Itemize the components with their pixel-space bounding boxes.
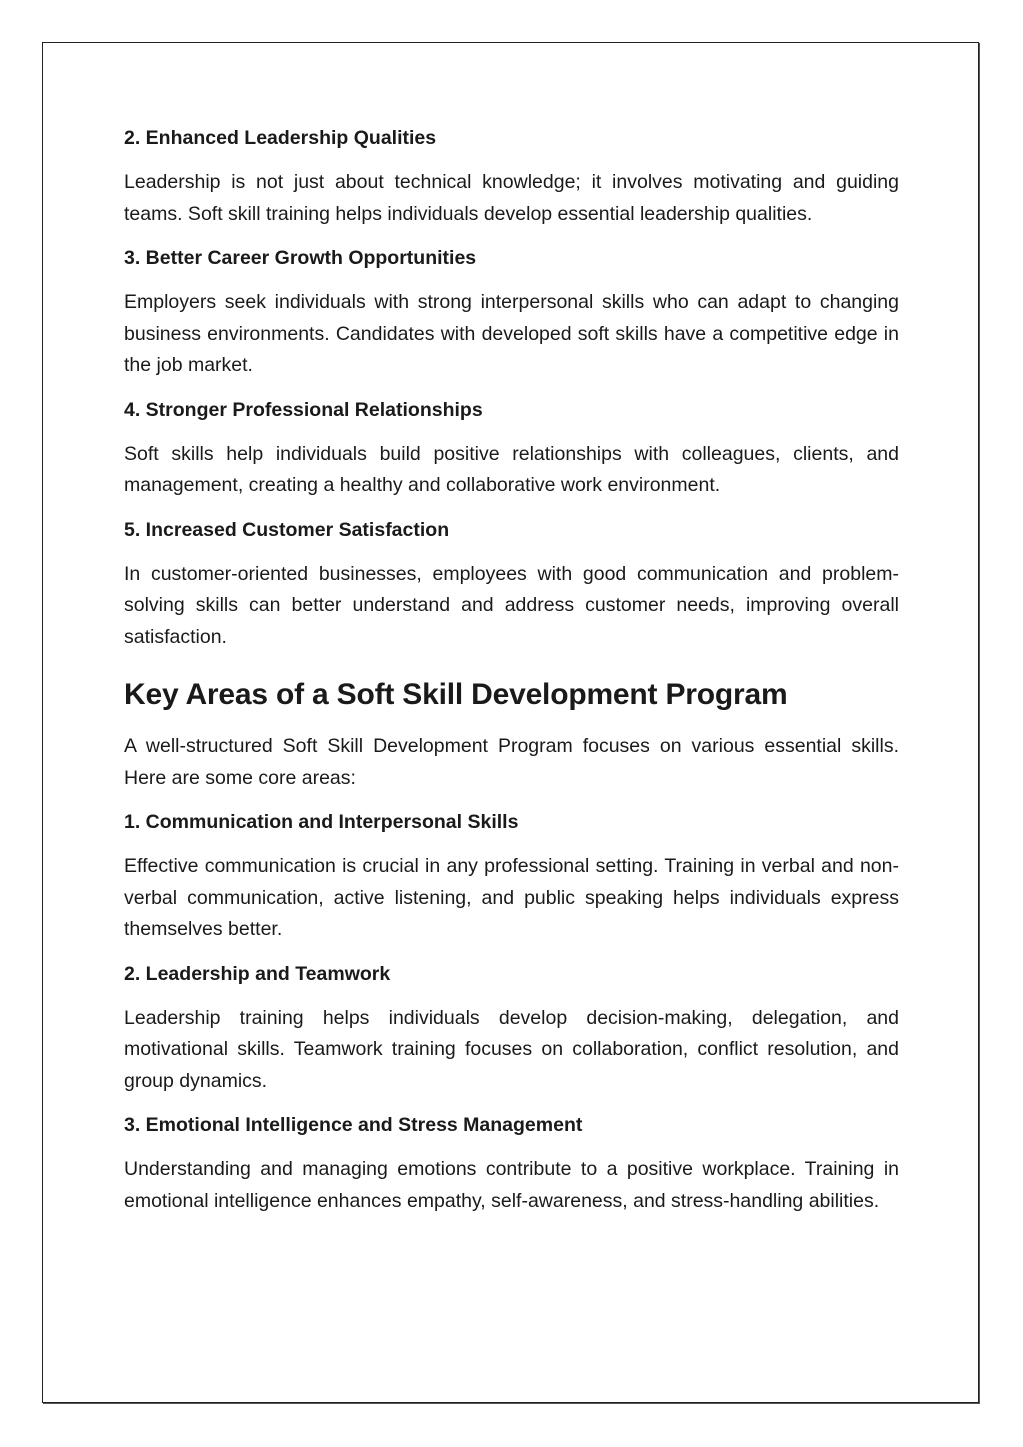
heading-leadership-teamwork: 2. Leadership and Teamwork (124, 962, 391, 985)
paragraph-leadership-teamwork: Leadership training helps individuals develop decision-making, delegation, and motivational skills. Teamwork training focuses on collaboration, conflict resolution, and group dynamics. (124, 1006, 899, 1092)
heading-career-growth: 3. Better Career Growth Opportunities (124, 247, 477, 269)
paragraph-career-growth: Employers seek individuals with strong interpersonal skills who can adapt to changing business environments. Candidates with developed soft skills have a competitive edge in the job market. (124, 291, 899, 376)
heading-professional-relationships: 4. Stronger Professional Relationships (124, 398, 483, 421)
paragraph-emotional-intelligence: Understanding and managing emotions contribute to a positive workplace. Training in emotional intelligence enhances empathy, self-awareness, and stress-handling abilities. (124, 1158, 899, 1212)
paragraph-professional-relationships: Soft skills help individuals build positive relationships with colleagues, clients, and management, creating a healthy and collaborative work environment. (124, 442, 899, 496)
paragraph-key-areas-intro: A well-structured Soft Skill Development Program focuses on various essential skills. Here are some core areas: (124, 735, 899, 789)
section-title-key-areas: Key Areas of a Soft Skill Development Program (124, 678, 788, 711)
heading-customer-satisfaction: 5. Increased Customer Satisfaction (124, 518, 450, 541)
heading-enhanced-leadership: 2. Enhanced Leadership Qualities (124, 127, 437, 149)
paragraph-communication: Effective communication is crucial in any professional setting. Training in verbal and non-verbal communication, active listening, and public speaking helps individuals express themselves better. (124, 855, 899, 940)
paragraph-customer-satisfaction: In customer-oriented businesses, employees with good communication and problem-solving skills can better understand and address customer needs, improving overall satisfaction. (124, 562, 899, 648)
heading-emotional-intelligence: 3. Emotional Intelligence and Stress Management (124, 1114, 583, 1136)
document-content (124, 124, 899, 1231)
heading-communication: 1. Communication and Interpersonal Skills (124, 811, 519, 833)
paragraph-enhanced-leadership: Leadership is not just about technical knowledge; it involves motivating and guiding teams. Soft skill training helps individuals develop essential leadership qualities. (124, 171, 899, 225)
